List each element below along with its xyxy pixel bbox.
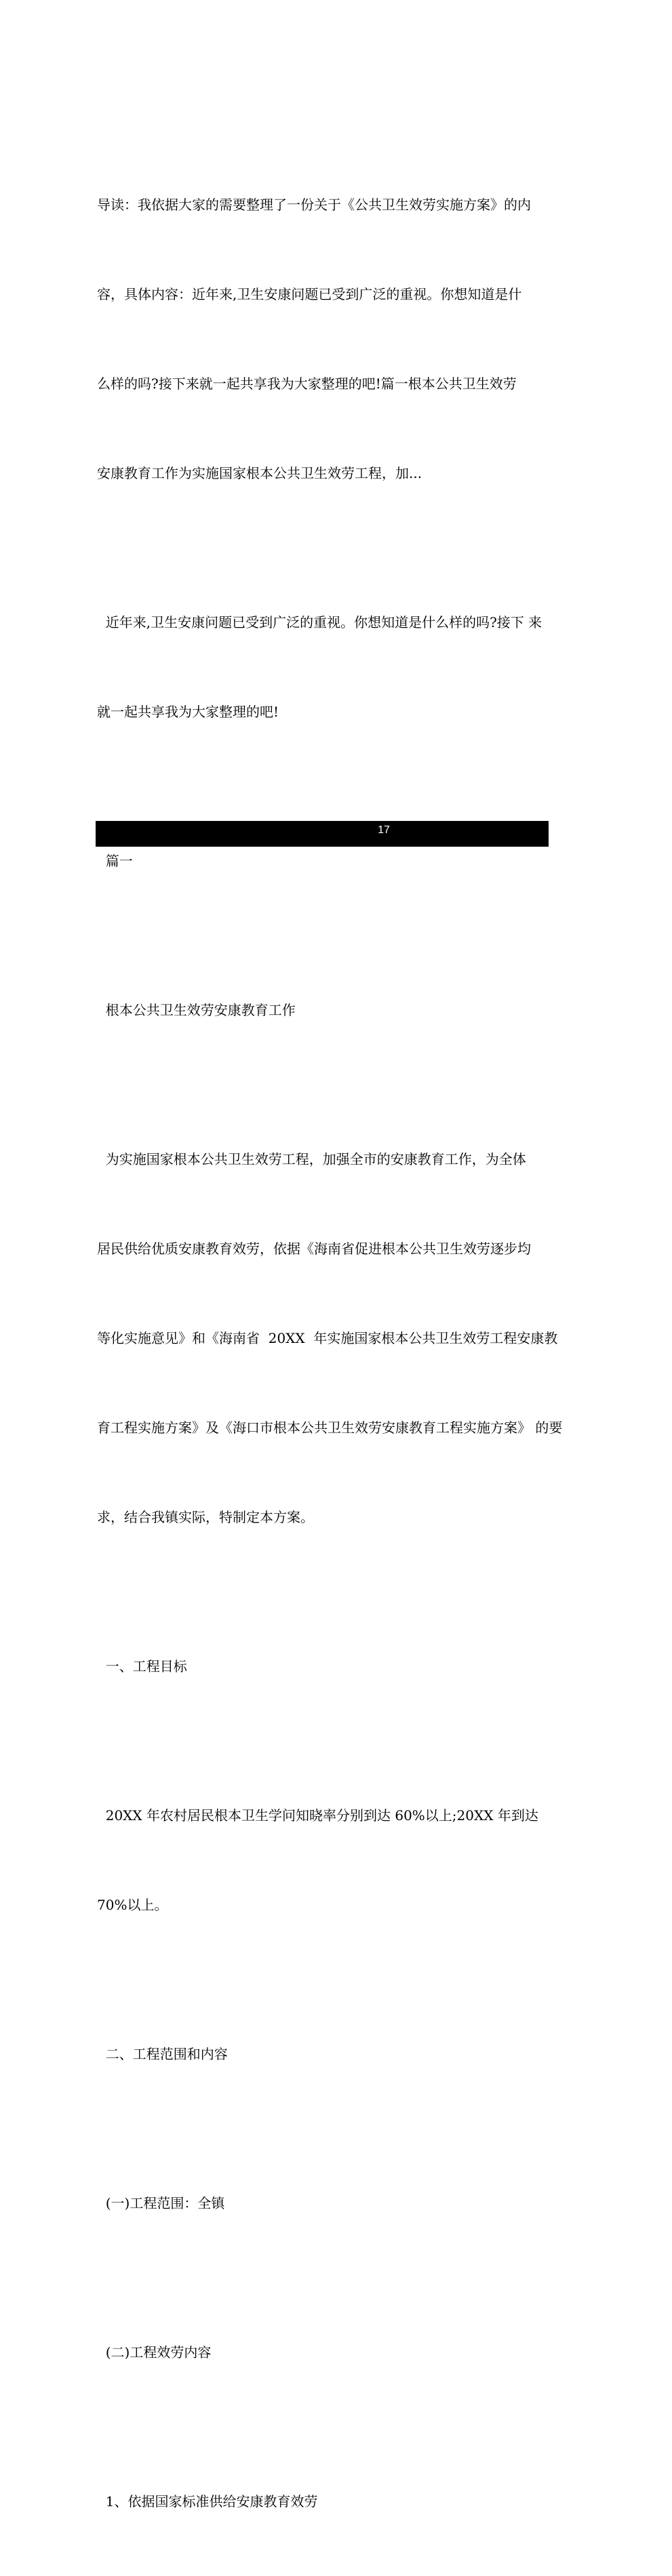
paragraph-line: 就一起共享我为大家整理的吧! [97, 704, 279, 720]
sub-heading-text: (一)工程范围：全镇 [97, 2195, 225, 2211]
paragraph-line: 育工程实施方案》及《海口市根本公共卫生效劳安康教育工程实施方案》 的要 [97, 1420, 563, 1436]
intro-paragraph [97, 130, 558, 548]
intro-line: 导读：我依据大家的需要整理了一份关于《公共卫生效劳实施方案》的内 [97, 197, 531, 213]
heading-project-goal [97, 1592, 558, 1741]
paragraph-line: 为实施国家根本公共卫生效劳工程，加强全市的安康教育工作，为全体 [97, 1151, 526, 1167]
paragraph-2 [97, 1085, 563, 1592]
intro-line: 容，具体内容：近年来,卫生安康问题已受到广泛的重视。你想知道是什 [97, 286, 522, 302]
paragraph-line: 近年来,卫生安康问题已受到广泛的重视。你想知道是什么样的吗?接下 来 [97, 614, 542, 630]
page-number: 17 [378, 824, 390, 836]
list-item-text: 1、依据国家标准供给安康教育效劳 [97, 2493, 318, 2510]
section-label [97, 786, 558, 935]
footer-bar [96, 821, 549, 847]
section-label-text: 篇一 [97, 853, 133, 869]
paragraph-3 [97, 1741, 558, 1979]
paragraph-line: 居民供给优质安康教育效劳，依据《海南省促进根本公共卫生效劳逐步均 [97, 1241, 531, 1257]
heading-text: 一、工程目标 [97, 1658, 187, 1674]
paragraph-line: 等化实施意见》和《海南省 20XX 年实施国家根本公共卫生效劳工程安康教 [97, 1330, 558, 1346]
paragraph-line: 70%以上。 [97, 1897, 168, 1913]
section-title [97, 935, 558, 1085]
intro-line: 么样的吗?接下来就一起共享我为大家整理的吧!篇一根本公共卫生效劳 [97, 376, 517, 392]
paragraph-line: 20XX 年农村居民根本卫生学问知晓率分别到达 60%以上;20XX 年到达 [97, 1807, 538, 1824]
list-item-1 [97, 2427, 558, 2576]
sub-heading-content [97, 2278, 558, 2427]
document-body [97, 130, 563, 2576]
sub-heading-scope [97, 2129, 558, 2278]
paragraph-line: 求，结合我镇实际，特制定本方案。 [97, 1509, 314, 1525]
heading-text: 二、工程范围和内容 [97, 2046, 228, 2062]
heading-project-scope [97, 1979, 558, 2129]
section-title-text: 根本公共卫生效劳安康教育工作 [97, 1002, 296, 1018]
paragraph-1 [97, 548, 558, 786]
sub-heading-text: (二)工程效劳内容 [97, 2344, 212, 2360]
intro-line: 安康教育工作为实施国家根本公共卫生效劳工程，加... [97, 465, 422, 481]
